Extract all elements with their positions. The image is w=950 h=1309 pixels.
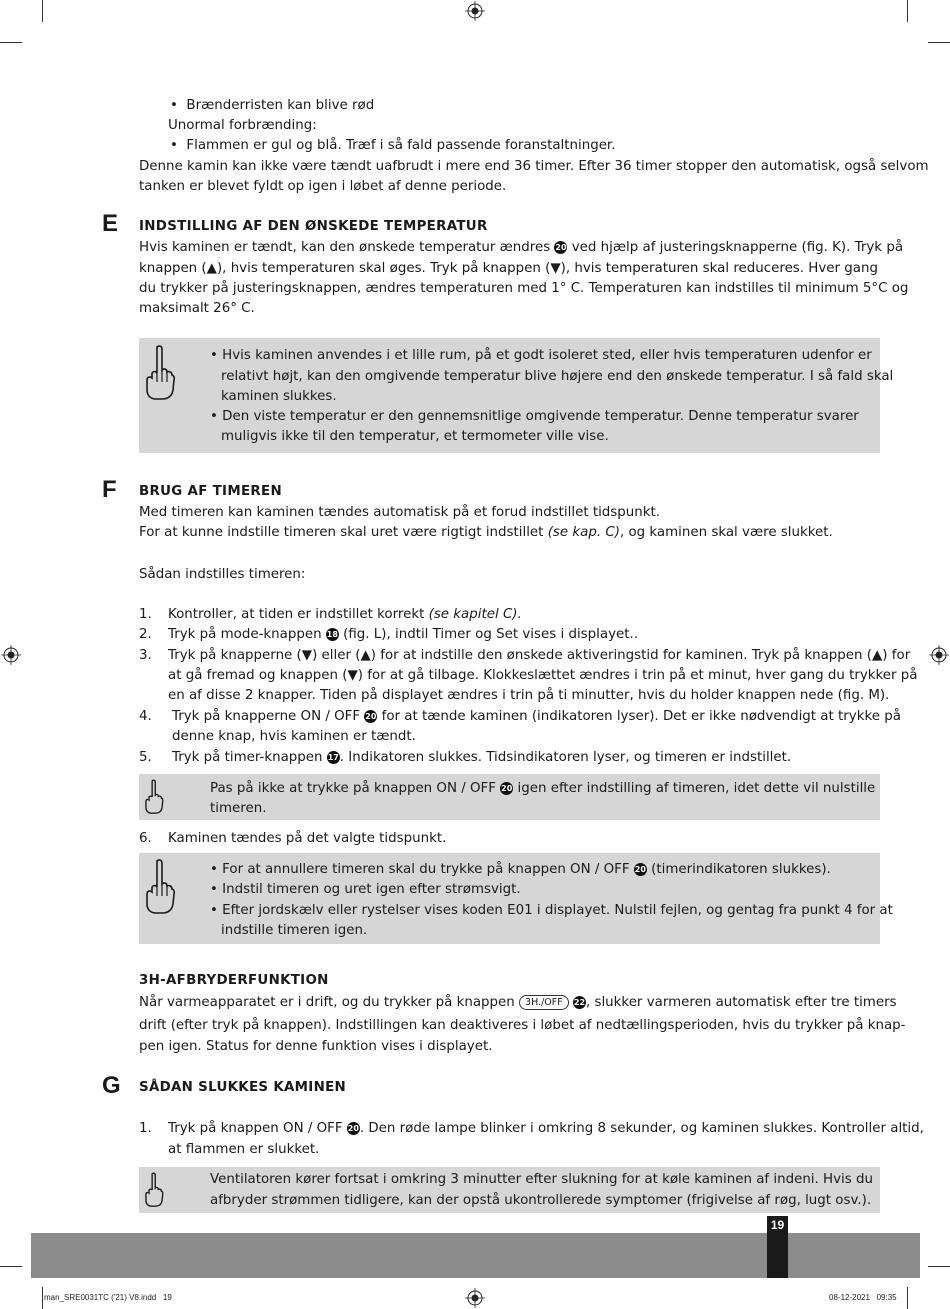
pointing-hand-icon xyxy=(144,779,164,815)
step-number: 1. xyxy=(139,1121,152,1136)
note-line: • Den viste temperatur er den gennemsnitlige omgivende temperatur. Denne temperatur svarer xyxy=(210,409,859,424)
paragraph-line: Hvis kaminen er tændt, kan den ønskede temperatur ændres 20 ved hjælp af justeringsknapperne (fig. K). Tryk på xyxy=(139,240,904,255)
button-number-badge: 17 xyxy=(327,753,339,762)
note-line: Pas på ikke at trykke på knappen ON / OFF 20 igen efter indstilling af timeren, idet dette vil nulstille xyxy=(210,781,876,796)
section-letter: F xyxy=(102,476,117,503)
paragraph-line: pen igen. Status for denne funktion vises i displayet. xyxy=(139,1039,493,1054)
note-line: • For at annullere timeren skal du trykke på knappen ON / OFF 20 (timerindikatoren slukkes). xyxy=(210,862,831,877)
note-line: Ventilatoren kører fortsat i omkring 3 minutter efter slukning for at køle kaminen af indeni. Hvis du xyxy=(210,1172,873,1187)
step-number: 6. xyxy=(139,831,152,846)
step-text: at flammen er slukket. xyxy=(168,1142,320,1157)
button-number-badge: 20 xyxy=(634,865,646,874)
paragraph-line: tanken er blevet fyldt op igen i løbet af denne periode. xyxy=(139,179,507,194)
bullet-item: • Flammen er gul og blå. Træf i så fald passende foranstaltninger. xyxy=(170,138,616,153)
crop-mark xyxy=(0,1266,22,1267)
pointing-hand-icon xyxy=(144,858,176,916)
paragraph-line: Når varmeapparatet er i drift, og du trykker på knappen 3H./OFF 22, slukker varmeren automatisk efter tre timers xyxy=(139,995,897,1010)
button-number-badge: 20 xyxy=(555,243,567,252)
paragraph-line: Sådan indstilles timeren: xyxy=(139,567,306,582)
step-text: Kontroller, at tiden er indstillet korrekt (se kapitel C). xyxy=(168,607,522,622)
footer-file-name: man_SRE0031TC ('21) V8.indd 19 xyxy=(44,1293,172,1302)
button-number-badge: 22 xyxy=(573,998,586,1007)
paragraph-line: du trykker på justeringsknappen, ændres temperaturen med 1° C. Temperaturen kan indstilles til minimum 5°C og xyxy=(139,281,909,296)
button-number-badge: 18 xyxy=(326,630,338,639)
step-text: Tryk på knapperne (▼) eller (▲) for at indstille den ønskede aktiveringstid for kaminen. Tryk på knappen (▲) for xyxy=(168,648,911,663)
registration-mark-icon xyxy=(929,645,949,665)
paragraph-line: drift (efter tryk på knappen). Indstillingen kan deaktiveres i løbet af nedtællingsperioden, hvis du trykker på knap- xyxy=(139,1018,906,1033)
paragraph-line: knappen (▲), hvis temperaturen skal øges. Tryk på knappen (▼), hvis temperaturen skal reduceres. Hver gang xyxy=(139,261,878,276)
step-number: 1. xyxy=(139,607,152,622)
step-text: Tryk på timer-knappen 17. Indikatoren slukkes. Tidsindikatoren lyser, og timeren er indstillet. xyxy=(172,750,792,765)
crop-mark xyxy=(907,0,908,22)
step-text: Tryk på knapperne ON / OFF 20 for at tænde kaminen (indikatoren lyser). Det er ikke nødvendigt at trykke på xyxy=(172,709,901,724)
pointing-hand-icon xyxy=(144,1172,164,1208)
note-line: relativt højt, kan den omgivende temperatur blive højere end den ønskede temperatur. I så fald skal xyxy=(221,369,894,384)
paragraph-line: For at kunne indstille timeren skal uret være rigtigt indstillet (se kap. C), og kaminen skal være slukket. xyxy=(139,525,833,540)
step-text: Kaminen tændes på det valgte tidspunkt. xyxy=(168,831,447,846)
paragraph-line: Denne kamin kan ikke være tændt uafbrudt i mere end 36 timer. Efter 36 timer stopper den automatisk, også selvom xyxy=(139,159,929,174)
subsection-title: 3H-AFBRYDERFUNKTION xyxy=(139,973,329,988)
pointing-hand-icon xyxy=(144,344,176,402)
registration-mark-icon xyxy=(465,1,485,21)
bullet-item: • Brænderristen kan blive rød xyxy=(170,98,375,113)
section-letter: E xyxy=(102,210,119,237)
crop-mark xyxy=(928,1266,950,1267)
crop-mark xyxy=(0,42,22,43)
crop-mark xyxy=(907,1287,908,1309)
crop-mark xyxy=(42,0,43,22)
section-title: SÅDAN SLUKKES KAMINEN xyxy=(139,1080,347,1095)
section-letter: G xyxy=(102,1072,121,1099)
footer-timestamp: 08-12-2021 09:35 xyxy=(829,1293,897,1302)
button-number-badge: 20 xyxy=(365,712,377,721)
bullet-text: Brænderristen kan blive rød xyxy=(186,98,375,113)
page-number: 19 xyxy=(770,1218,785,1232)
step-number: 4. xyxy=(139,709,152,724)
note-line: • Efter jordskælv eller rystelser vises koden E01 i displayet. Nulstil fejlen, og gentag fra punkt 4 for at xyxy=(210,903,893,918)
note-line: kaminen slukkes. xyxy=(221,389,337,404)
crop-mark xyxy=(928,42,950,43)
step-text: at gå fremad og knappen (▼) for at gå tilbage. Klokkeslættet ændres i trin på et minut, hver gang du trykker på xyxy=(168,668,918,683)
bullet-text: Flammen er gul og blå. Træf i så fald passende foranstaltninger. xyxy=(186,138,616,153)
sub-heading: Unormal forbrænding: xyxy=(168,118,317,133)
button-number-badge: 20 xyxy=(347,1124,359,1133)
note-line: muligvis ikke til den temperatur, et termometer ville vise. xyxy=(221,429,609,444)
step-text: en af disse 2 knapper. Tiden på displayet ændres i trin på ti minutter, hvis du holder knappen nede (fig. M). xyxy=(168,688,890,703)
note-line: indstille timeren igen. xyxy=(221,923,368,938)
step-number: 2. xyxy=(139,627,152,642)
section-title: INDSTILLING AF DEN ØNSKEDE TEMPERATUR xyxy=(139,219,488,234)
section-title: BRUG AF TIMEREN xyxy=(139,484,282,499)
note-line: afbryder strømmen tidligere, kan der opstå ukontrollerede symptomer (frigivelse af røg, lugt osv.). xyxy=(210,1193,872,1208)
paragraph-line: maksimalt 26° C. xyxy=(139,301,255,316)
step-text: Tryk på mode-knappen 18 (fig. L), indtil Timer og Set vises i displayet.. xyxy=(168,627,638,642)
crop-mark xyxy=(42,1287,43,1309)
note-line: timeren. xyxy=(210,801,267,816)
paragraph-line: Med timeren kan kaminen tændes automatisk på et forud indstillet tidspunkt. xyxy=(139,505,661,520)
step-number: 5. xyxy=(139,750,152,765)
button-number-badge: 20 xyxy=(501,784,513,793)
note-line: • Indstil timeren og uret igen efter strømsvigt. xyxy=(210,882,521,897)
step-text: denne knap, hvis kaminen er tændt. xyxy=(172,729,416,744)
step-number: 3. xyxy=(139,648,152,663)
step-text: Tryk på knappen ON / OFF 20. Den røde lampe blinker i omkring 8 sekunder, og kaminen slukkes. Kontroller altid, xyxy=(168,1121,924,1136)
note-line: • Hvis kaminen anvendes i et lille rum, på et godt isoleret sted, eller hvis temperaturen udenfor er xyxy=(210,348,872,363)
registration-mark-icon xyxy=(465,1288,485,1308)
registration-mark-icon xyxy=(1,645,21,665)
3h-off-button-icon: 3H./OFF xyxy=(519,995,569,1010)
